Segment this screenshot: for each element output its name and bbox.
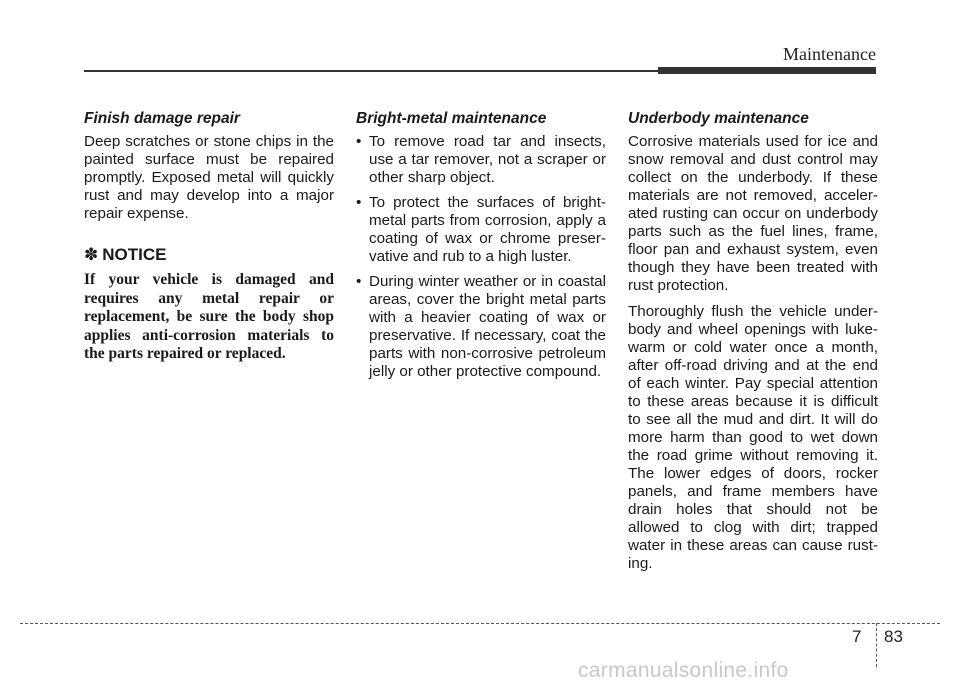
list-item: • To protect the surfaces of bright-metal parts from corrosion, apply a coating of wax or chrome preser-vative and rub to a high luster. bbox=[356, 194, 606, 265]
header-rule-accent bbox=[658, 67, 876, 74]
underbody-title: Underbody maintenance bbox=[628, 110, 809, 127]
footer-rule bbox=[20, 623, 940, 624]
bright-metal-list bbox=[356, 133, 606, 381]
header-rule bbox=[84, 70, 660, 72]
column-finish-damage bbox=[84, 110, 334, 364]
watermark-text: carmanualsonline.info bbox=[578, 659, 789, 682]
footer-divider bbox=[876, 623, 877, 667]
column-bright-metal bbox=[356, 110, 606, 388]
chapter-number: 7 bbox=[852, 627, 862, 646]
section-header-title: Maintenance bbox=[783, 44, 876, 64]
underbody-para-2: Thoroughly flush the vehicle under-body and wheel openings with luke-warm or cold water once a month, after off-road driving and at the end of each winter. Pay special attention to these areas because it is difficult to see all the mud and dirt. It will do more harm than good to wet down the road grime without removing it. The lower edges of doors, rocker panels, and frame members have drain holes that should not be allowed to clog with dirt; trapped water in these areas can cause rust-ing. bbox=[628, 303, 878, 572]
bullet-icon: • bbox=[356, 273, 362, 290]
underbody-para-1: Corrosive materials used for ice and snow removal and dust control may collect on the underbody. If these materials are not removed, acceler-ated rusting can occur on underbody parts such as the fuel lines, frame, floor pan and exhaust system, even though they have been treated with rust protection. bbox=[628, 133, 878, 294]
bullet-icon: • bbox=[356, 133, 362, 150]
notice-text: If your vehicle is damaged and requires any metal repair or replacement, be sure the body shop applies anti-corrosion materials to the parts repaired or replaced. bbox=[84, 271, 334, 362]
bright-metal-title: Bright-metal maintenance bbox=[356, 110, 547, 127]
notice-heading bbox=[84, 245, 334, 265]
list-item: • To remove road tar and insects, use a tar remover, not a scraper or other sharp object. bbox=[356, 133, 606, 186]
notice-asterisk-icon: ✽ bbox=[84, 245, 99, 264]
list-item: • During winter weather or in coastal areas, cover the bright metal parts with a heavier coating of wax or preservative. If necessary, coat the parts with non-corrosive petroleum jelly or other protective compound. bbox=[356, 273, 606, 380]
notice-title: NOTICE bbox=[102, 245, 167, 264]
finish-damage-body: Deep scratches or stone chips in the painted surface must be repaired promptly. Exposed metal will quickly rust and may develop into a major repair expense. bbox=[84, 133, 334, 222]
column-underbody bbox=[628, 110, 878, 581]
notice-box bbox=[84, 245, 334, 364]
bullet-icon: • bbox=[356, 194, 362, 211]
page-number: 83 bbox=[884, 627, 903, 646]
finish-damage-title: Finish damage repair bbox=[84, 110, 240, 127]
